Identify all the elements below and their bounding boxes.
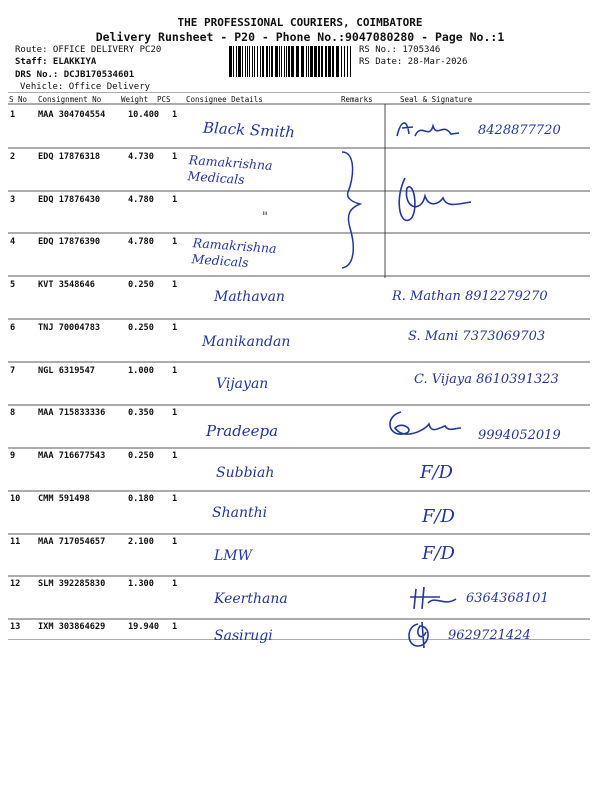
row-2-consignee-handwriting: Ramakrishna Medicals bbox=[187, 152, 274, 188]
company-title: THE PROFESSIONAL COURIERS, COIMBATORE bbox=[177, 16, 423, 29]
row-8-weight: 0.350 bbox=[128, 408, 154, 418]
row-8-pcs: 1 bbox=[172, 408, 178, 418]
row-9-signature-handwriting: F/D bbox=[420, 462, 453, 483]
row-6-signature-handwriting: S. Mani 7373069703 bbox=[408, 329, 546, 344]
row-8-consignment: MAA 715833336 bbox=[38, 408, 106, 418]
row-8-sno: 8 bbox=[10, 408, 16, 418]
rows-2-4-signature-scribble bbox=[395, 168, 475, 228]
row-1-signature-phone: 8428877720 bbox=[478, 123, 561, 138]
column-header-remarks: Remarks bbox=[341, 95, 373, 104]
row-3-consignee-ditto-mark: " bbox=[262, 210, 268, 225]
row-6-pcs: 1 bbox=[172, 323, 178, 333]
row-2-pcs: 1 bbox=[172, 152, 178, 162]
row-11-consignee-handwriting: LMW bbox=[214, 548, 253, 564]
row-3-sno: 3 bbox=[10, 195, 16, 205]
row-4-consignment: EDQ 17876390 bbox=[38, 237, 101, 247]
row-11-pcs: 1 bbox=[172, 537, 178, 547]
row-9-sno: 9 bbox=[10, 451, 16, 461]
row-2-weight: 4.730 bbox=[128, 152, 154, 162]
row-12-signature-phone: 6364368101 bbox=[466, 591, 549, 606]
row-11-sno: 11 bbox=[10, 537, 21, 547]
row-9-weight: 0.250 bbox=[128, 451, 154, 461]
row-5-signature-handwriting: R. Mathan 8912279270 bbox=[392, 289, 548, 304]
column-header-consignee: Consignee Details bbox=[186, 95, 263, 104]
row-5-consignment: KVT 3548646 bbox=[38, 280, 95, 290]
drs-number-text: DRS No.: DCJB170534601 bbox=[15, 70, 135, 80]
row-9-consignee-handwriting: Subbiah bbox=[216, 465, 275, 481]
row-11-weight: 2.100 bbox=[128, 537, 154, 547]
row-10-signature-handwriting: F/D bbox=[422, 506, 455, 527]
row-13-sno: 13 bbox=[10, 622, 21, 632]
row-13-signature-scribble bbox=[404, 620, 440, 650]
row-12-signature-scribble bbox=[410, 585, 460, 611]
row-12-pcs: 1 bbox=[172, 579, 178, 589]
row-13-consignee-handwriting: Sasirugi bbox=[214, 628, 273, 644]
row-7-sno: 7 bbox=[10, 366, 16, 376]
vehicle-text: Vehicle: Office Delivery bbox=[20, 82, 151, 92]
row-2-consignment: EDQ 17876318 bbox=[38, 152, 101, 162]
row-1-weight: 10.400 bbox=[128, 110, 160, 120]
row-11-signature-handwriting: F/D bbox=[422, 543, 455, 564]
rs-date-text: RS Date: 28-Mar-2026 bbox=[359, 57, 468, 67]
row-12-consignee-handwriting: Keerthana bbox=[214, 591, 288, 607]
column-header-pcs: PCS bbox=[157, 95, 171, 104]
row-3-weight: 4.780 bbox=[128, 195, 154, 205]
row-7-consignment: NGL 6319547 bbox=[38, 366, 95, 376]
row-4-consignee-handwriting: Ramakrishna Medicals bbox=[191, 235, 278, 271]
barcode bbox=[229, 46, 353, 77]
row-7-pcs: 1 bbox=[172, 366, 178, 376]
row-12-consignment: SLM 392285830 bbox=[38, 579, 106, 589]
row-7-signature-handwriting: C. Vijaya 8610391323 bbox=[414, 372, 559, 387]
row-5-sno: 5 bbox=[10, 280, 16, 290]
row-13-consignment: IXM 303864629 bbox=[38, 622, 106, 632]
staff-text: Staff: ELAKKIYA bbox=[15, 57, 97, 67]
rs-number-text: RS No.: 1705346 bbox=[359, 45, 441, 55]
row-10-weight: 0.180 bbox=[128, 494, 154, 504]
row-10-sno: 10 bbox=[10, 494, 21, 504]
row-10-consignee-handwriting: Shanthi bbox=[212, 505, 268, 521]
row-13-signature-phone: 9629721424 bbox=[448, 628, 531, 643]
row-1-consignment: MAA 304704554 bbox=[38, 110, 106, 120]
row-12-weight: 1.300 bbox=[128, 579, 154, 589]
row-4-weight: 4.780 bbox=[128, 237, 154, 247]
row-4-pcs: 1 bbox=[172, 237, 178, 247]
row-9-consignment: MAA 716677543 bbox=[38, 451, 106, 461]
row-10-pcs: 1 bbox=[172, 494, 178, 504]
row-8-consignee-handwriting: Pradeepa bbox=[206, 422, 279, 440]
row-6-sno: 6 bbox=[10, 323, 16, 333]
row-2-sno: 2 bbox=[10, 152, 16, 162]
row-4-sno: 4 bbox=[10, 237, 16, 247]
row-11-consignment: MAA 717054657 bbox=[38, 537, 106, 547]
row-1-pcs: 1 bbox=[172, 110, 178, 120]
row-1-sno: 1 bbox=[10, 110, 16, 120]
row-13-pcs: 1 bbox=[172, 622, 178, 632]
row-7-weight: 1.000 bbox=[128, 366, 154, 376]
row-5-pcs: 1 bbox=[172, 280, 178, 290]
runsheet-subtitle: Delivery Runsheet - P20 - Phone No.:9047080280 - Page No.:1 bbox=[95, 30, 505, 44]
row-6-consignee-handwriting: Manikandan bbox=[202, 334, 291, 350]
row-8-signature-scribble bbox=[383, 406, 463, 442]
row-9-pcs: 1 bbox=[172, 451, 178, 461]
row-5-consignee-handwriting: Mathavan bbox=[214, 289, 285, 305]
column-header-sno: S No bbox=[9, 95, 28, 104]
row-5-weight: 0.250 bbox=[128, 280, 154, 290]
row-7-consignee-handwriting: Vijayan bbox=[216, 376, 269, 392]
column-header-signature: Seal & Signature bbox=[400, 95, 473, 104]
row-3-pcs: 1 bbox=[172, 195, 178, 205]
row-6-consignment: TNJ 70004783 bbox=[38, 323, 101, 333]
row-1-consignee-handwriting: Black Smith bbox=[202, 118, 296, 142]
row-12-sno: 12 bbox=[10, 579, 21, 589]
row-13-weight: 19.940 bbox=[128, 622, 160, 632]
row-10-consignment: CMM 591498 bbox=[38, 494, 90, 504]
route-text: Route: OFFICE DELIVERY PC20 bbox=[15, 45, 162, 55]
row-1-signature-scribble bbox=[393, 114, 463, 144]
rows-2-4-brace-mark bbox=[338, 148, 368, 273]
column-header-consignment: Consignment No bbox=[38, 95, 102, 104]
row-3-consignment: EDQ 17876430 bbox=[38, 195, 101, 205]
row-6-weight: 0.250 bbox=[128, 323, 154, 333]
column-header-weight: Weight bbox=[121, 95, 149, 104]
row-8-signature-phone: 9994052019 bbox=[478, 428, 561, 443]
